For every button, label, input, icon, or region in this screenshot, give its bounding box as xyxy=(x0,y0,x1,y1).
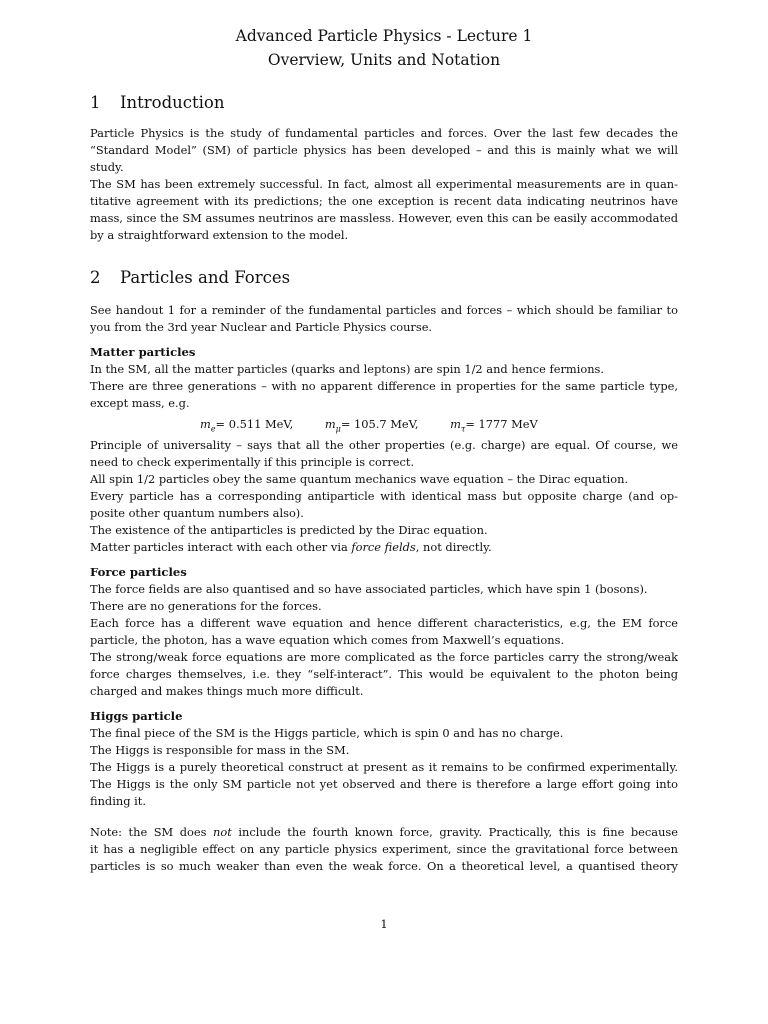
text-line: The existence of the antiparticles is predicted by the Dirac equation. xyxy=(90,523,488,537)
text-line: titative agreement with its predictions; the one exception is recent data indicating neutrinos have xyxy=(90,194,678,208)
text-line: Each force has a different wave equation and hence different characteristics, e.g, the EM force xyxy=(90,616,678,630)
emphasis: force fields xyxy=(351,540,416,554)
text-line: The strong/weak force equations are more complicated as the force particles carry the strong/weak xyxy=(90,650,678,664)
text-line: “Standard Model” (SM) of particle physics has been developed – and this is mainly what we will xyxy=(90,143,678,157)
force-particles-heading: Force particles xyxy=(90,565,187,579)
text-line: Matter particles interact with each other via force fields, not directly. xyxy=(90,540,492,554)
electron-mass: $m_e= 0.511$ MeV, xyxy=(200,417,294,434)
text-line: Note: the SM does not include the fourth known force, gravity. Practically, this is fine because xyxy=(90,825,678,839)
text-line: Particle Physics is the study of fundamental particles and forces. Over the last few decades the xyxy=(90,126,678,140)
text-line: need to check experimentally if this principle is correct. xyxy=(90,455,415,469)
text-line: posite other quantum numbers also). xyxy=(90,506,304,520)
section-heading-particles-and-forces xyxy=(90,267,290,289)
text-line: See handout 1 for a reminder of the fundamental particles and forces – which should be familiar to xyxy=(90,303,678,317)
page-number: 1 xyxy=(380,917,388,931)
text-line: it has a negligible effect on any particle physics experiment, since the gravitational force between xyxy=(90,842,678,856)
text-line: All spin 1/2 particles obey the same quantum mechanics wave equation – the Dirac equation. xyxy=(90,472,629,486)
text-line: mass, since the SM assumes neutrinos are massless. However, even this can be easily accommodated xyxy=(90,211,679,225)
section-title: Introduction xyxy=(120,93,225,112)
text-line: particle, the photon, has a wave equation which comes from Maxwell’s equations. xyxy=(90,633,565,647)
text-line: particles is so much weaker than even the weak force. On a theoretical level, a quantised theory xyxy=(90,859,678,873)
higgs-particle-heading: Higgs particle xyxy=(90,709,183,723)
text-line: except mass, e.g. xyxy=(90,396,190,410)
text-line: The final piece of the SM is the Higgs particle, which is spin 0 and has no charge. xyxy=(90,726,564,740)
text-line: finding it. xyxy=(90,794,146,808)
section-heading-introduction xyxy=(90,92,225,114)
text-line: There are no generations for the forces. xyxy=(90,599,322,613)
emphasis: not xyxy=(213,825,232,839)
text-line: The force fields are also quantised and so have associated particles, which have spin 1 (bosons). xyxy=(90,582,648,596)
text-line: There are three generations – with no apparent difference in properties for the same particle type, xyxy=(90,379,678,393)
text-line: The Higgs is responsible for mass in the SM. xyxy=(90,743,350,757)
text-line: charged and makes things much more difficult. xyxy=(90,684,364,698)
introduction-paragraph xyxy=(90,125,678,244)
text-line: Principle of universality – says that all the other properties (e.g. charge) are equal. Of course, we xyxy=(90,438,678,452)
text-line: force charges themselves, i.e. they “self-interact”. This would be equivalent to the photon being xyxy=(90,667,678,681)
matter-particles-heading: Matter particles xyxy=(90,345,196,359)
text-line: study. xyxy=(90,160,124,174)
text-line: by a straightforward extension to the model. xyxy=(90,228,349,242)
text-line: The Higgs is a purely theoretical construct at present as it remains to be confirmed experimentally. xyxy=(90,760,678,774)
section-number: 1 xyxy=(90,93,101,112)
section-title: Particles and Forces xyxy=(120,268,291,287)
particles-and-forces-body xyxy=(90,302,678,875)
text-line: The Higgs is the only SM particle not yet observed and there is therefore a large effort going into xyxy=(90,777,678,791)
text-line: Every particle has a corresponding antiparticle with identical mass but opposite charge (and op- xyxy=(90,489,678,503)
text-line: In the SM, all the matter particles (quarks and leptons) are spin 1/2 and hence fermions. xyxy=(90,362,605,376)
document-title: Advanced Particle Physics - Lecture 1 xyxy=(235,27,533,45)
text-line: The SM has been extremely successful. In fact, almost all experimental measurements are in quan- xyxy=(90,177,678,191)
tau-mass: $m_\tau= 1777$ MeV xyxy=(450,417,538,434)
document-subtitle: Overview, Units and Notation xyxy=(267,51,501,69)
section-number: 2 xyxy=(90,268,101,287)
lepton-mass-equation xyxy=(90,412,678,437)
muon-mass: $m_\mu= 105.7$ MeV, xyxy=(324,417,419,434)
text-line: you from the 3rd year Nuclear and Particle Physics course. xyxy=(90,320,433,334)
